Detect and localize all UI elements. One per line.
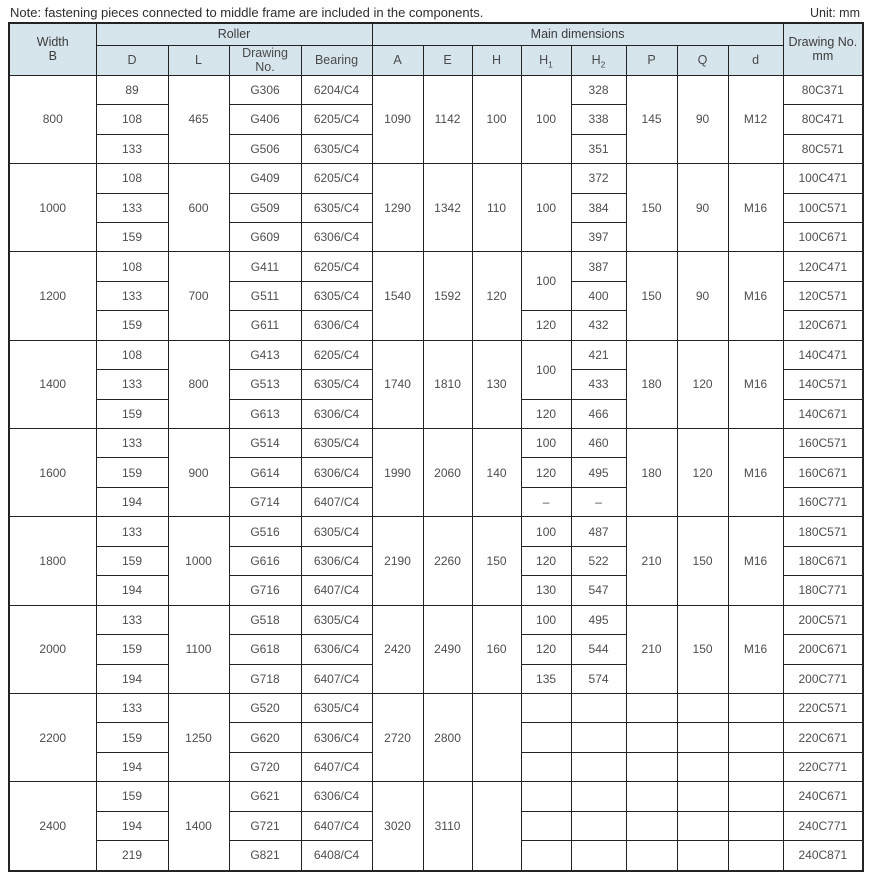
cell-p: 180 — [626, 429, 677, 517]
cell-h: 130 — [472, 340, 521, 428]
cell-h1 — [521, 752, 571, 781]
cell-h2: 574 — [571, 664, 626, 693]
cell-roller-l: 1400 — [168, 782, 229, 871]
col-header-a: A — [372, 46, 423, 76]
note-text: Note: fastening pieces connected to middle frame are included in the components. — [10, 5, 484, 20]
cell-drawing-code: 120C571 — [783, 281, 863, 310]
cell-roller-drawing-no: G718 — [229, 664, 301, 693]
cell-roller-d: 89 — [96, 75, 168, 104]
cell-q: 150 — [677, 517, 728, 605]
cell-a: 1540 — [372, 252, 423, 340]
cell-bearing: 6407/C4 — [301, 664, 372, 693]
cell-drawing-code: 200C671 — [783, 635, 863, 664]
cell-roller-drawing-no: G721 — [229, 811, 301, 840]
cell-d-thread: M16 — [728, 252, 783, 340]
cell-h2: 432 — [571, 311, 626, 340]
col-header-roller: Roller — [96, 23, 372, 46]
cell-width-b: 800 — [9, 75, 96, 163]
cell-bearing: 6306/C4 — [301, 399, 372, 428]
table-row — [9, 340, 863, 369]
cell-d-thread — [728, 693, 783, 722]
cell-drawing-code: 180C771 — [783, 576, 863, 605]
cell-e: 1142 — [423, 75, 472, 163]
cell-e: 3110 — [423, 782, 472, 871]
cell-roller-d: 159 — [96, 723, 168, 752]
col-header-main-dimensions: Main dimensions — [372, 23, 783, 46]
cell-h2: 351 — [571, 134, 626, 163]
cell-roller-d: 133 — [96, 281, 168, 310]
cell-roller-drawing-no: G413 — [229, 340, 301, 369]
cell-p: 150 — [626, 252, 677, 340]
cell-d-thread: M16 — [728, 429, 783, 517]
cell-bearing: 6306/C4 — [301, 458, 372, 487]
cell-h1: 100 — [521, 252, 571, 311]
col-header-e: E — [423, 46, 472, 76]
cell-roller-d: 133 — [96, 517, 168, 546]
cell-q — [677, 782, 728, 811]
cell-roller-d: 133 — [96, 134, 168, 163]
cell-d-thread: M16 — [728, 164, 783, 252]
col-header-p: P — [626, 46, 677, 76]
cell-h2: 460 — [571, 429, 626, 458]
cell-drawing-code: 80C571 — [783, 134, 863, 163]
col-header-d-roller: D — [96, 46, 168, 76]
cell-q: 150 — [677, 605, 728, 693]
cell-roller-drawing-no: G618 — [229, 635, 301, 664]
col-header-l: L — [168, 46, 229, 76]
cell-width-b: 1200 — [9, 252, 96, 340]
cell-roller-drawing-no: G306 — [229, 75, 301, 104]
col-header-h: H — [472, 46, 521, 76]
cell-roller-d: 159 — [96, 399, 168, 428]
cell-p: 210 — [626, 517, 677, 605]
col-header-h1: $H_1$ — [521, 46, 571, 76]
cell-roller-drawing-no: G411 — [229, 252, 301, 281]
cell-bearing: 6305/C4 — [301, 193, 372, 222]
cell-h1: 135 — [521, 664, 571, 693]
cell-roller-drawing-no: G616 — [229, 546, 301, 575]
cell-a: 1290 — [372, 164, 423, 252]
cell-p — [626, 723, 677, 752]
col-header-h2: $H_2$ — [571, 46, 626, 76]
cell-drawing-code: 240C671 — [783, 782, 863, 811]
cell-roller-drawing-no: G520 — [229, 693, 301, 722]
cell-h2: 433 — [571, 370, 626, 399]
cell-bearing: 6306/C4 — [301, 782, 372, 811]
drawing-no-label-line1: Drawing No. — [788, 35, 858, 49]
cell-roller-d: 159 — [96, 311, 168, 340]
table-row — [9, 75, 863, 104]
cell-h1: 100 — [521, 429, 571, 458]
cell-p — [626, 693, 677, 722]
cell-p: 210 — [626, 605, 677, 693]
cell-drawing-code: 180C671 — [783, 546, 863, 575]
cell-bearing: 6305/C4 — [301, 281, 372, 310]
col-header-d-thread: d — [728, 46, 783, 76]
col-header-width-b — [9, 23, 96, 75]
cell-roller-d: 194 — [96, 664, 168, 693]
cell-h1 — [521, 841, 571, 871]
cell-bearing: 6407/C4 — [301, 576, 372, 605]
cell-h1: 100 — [521, 164, 571, 252]
cell-h2: 547 — [571, 576, 626, 605]
cell-bearing: 6306/C4 — [301, 723, 372, 752]
cell-drawing-code: 120C471 — [783, 252, 863, 281]
table-row — [9, 605, 863, 634]
cell-a: 2420 — [372, 605, 423, 693]
cell-roller-d: 194 — [96, 487, 168, 516]
cell-drawing-code: 200C571 — [783, 605, 863, 634]
cell-h1: 100 — [521, 340, 571, 399]
cell-h2: 328 — [571, 75, 626, 104]
cell-q: 120 — [677, 429, 728, 517]
cell-roller-drawing-no: G716 — [229, 576, 301, 605]
table-row — [9, 693, 863, 722]
top-bar — [0, 0, 870, 22]
cell-d-thread — [728, 723, 783, 752]
cell-h1 — [521, 693, 571, 722]
cell-h1 — [521, 723, 571, 752]
cell-h: 160 — [472, 605, 521, 693]
cell-drawing-code: 180C571 — [783, 517, 863, 546]
cell-h2: 400 — [571, 281, 626, 310]
cell-d-thread: M16 — [728, 340, 783, 428]
cell-roller-drawing-no: G611 — [229, 311, 301, 340]
cell-drawing-code: 80C471 — [783, 105, 863, 134]
cell-p — [626, 752, 677, 781]
cell-drawing-code: 220C571 — [783, 693, 863, 722]
cell-bearing: 6305/C4 — [301, 429, 372, 458]
cell-drawing-code: 220C771 — [783, 752, 863, 781]
cell-roller-d: 108 — [96, 340, 168, 369]
cell-h2: 495 — [571, 458, 626, 487]
col-header-drawing-code — [783, 23, 863, 75]
cell-h1: – — [521, 487, 571, 516]
cell-q: 90 — [677, 75, 728, 163]
cell-h1: 120 — [521, 635, 571, 664]
cell-a: 2720 — [372, 693, 423, 781]
cell-bearing: 6205/C4 — [301, 340, 372, 369]
cell-drawing-code: 120C671 — [783, 311, 863, 340]
cell-roller-d: 133 — [96, 693, 168, 722]
cell-a: 1990 — [372, 429, 423, 517]
width-label-line1: Width — [36, 35, 69, 49]
cell-roller-drawing-no: G516 — [229, 517, 301, 546]
cell-h1 — [521, 782, 571, 811]
cell-width-b: 2200 — [9, 693, 96, 781]
cell-bearing: 6305/C4 — [301, 605, 372, 634]
cell-roller-drawing-no: G821 — [229, 841, 301, 871]
cell-width-b: 2000 — [9, 605, 96, 693]
cell-d-thread — [728, 841, 783, 871]
cell-bearing: 6408/C4 — [301, 841, 372, 871]
cell-h — [472, 782, 521, 871]
cell-drawing-code: 240C771 — [783, 811, 863, 840]
cell-h2: 397 — [571, 222, 626, 251]
cell-roller-d: 133 — [96, 370, 168, 399]
cell-q — [677, 752, 728, 781]
cell-h2: 387 — [571, 252, 626, 281]
cell-roller-drawing-no: G621 — [229, 782, 301, 811]
cell-h1: 100 — [521, 517, 571, 546]
cell-roller-drawing-no: G714 — [229, 487, 301, 516]
cell-drawing-code: 240C871 — [783, 841, 863, 871]
cell-bearing: 6305/C4 — [301, 517, 372, 546]
cell-drawing-code: 160C571 — [783, 429, 863, 458]
cell-drawing-code: 140C671 — [783, 399, 863, 428]
col-header-bearing: Bearing — [301, 46, 372, 76]
cell-h2: 421 — [571, 340, 626, 369]
cell-drawing-code: 100C671 — [783, 222, 863, 251]
cell-bearing: 6305/C4 — [301, 370, 372, 399]
cell-roller-drawing-no: G720 — [229, 752, 301, 781]
cell-roller-d: 159 — [96, 635, 168, 664]
cell-bearing: 6306/C4 — [301, 635, 372, 664]
cell-roller-d: 194 — [96, 752, 168, 781]
table-row — [9, 517, 863, 546]
cell-drawing-code: 100C471 — [783, 164, 863, 193]
cell-q — [677, 723, 728, 752]
cell-bearing: 6205/C4 — [301, 105, 372, 134]
cell-d-thread — [728, 752, 783, 781]
cell-roller-d: 194 — [96, 811, 168, 840]
cell-h2: 544 — [571, 635, 626, 664]
cell-roller-l: 800 — [168, 340, 229, 428]
table-row — [9, 782, 863, 811]
cell-h2 — [571, 752, 626, 781]
cell-roller-l: 1100 — [168, 605, 229, 693]
cell-drawing-code: 100C571 — [783, 193, 863, 222]
cell-bearing: 6407/C4 — [301, 752, 372, 781]
cell-h2: 495 — [571, 605, 626, 634]
col-header-q: Q — [677, 46, 728, 76]
cell-bearing: 6306/C4 — [301, 546, 372, 575]
cell-p: 180 — [626, 340, 677, 428]
cell-e: 2490 — [423, 605, 472, 693]
cell-roller-drawing-no: G506 — [229, 134, 301, 163]
cell-h2: 384 — [571, 193, 626, 222]
cell-h2 — [571, 782, 626, 811]
cell-roller-drawing-no: G409 — [229, 164, 301, 193]
cell-e: 1810 — [423, 340, 472, 428]
cell-h2: 522 — [571, 546, 626, 575]
cell-roller-l: 700 — [168, 252, 229, 340]
col-header-drawing-no: Drawing No. — [229, 46, 301, 76]
cell-e: 1342 — [423, 164, 472, 252]
cell-roller-d: 159 — [96, 782, 168, 811]
cell-bearing: 6205/C4 — [301, 164, 372, 193]
cell-e: 2800 — [423, 693, 472, 781]
cell-q: 120 — [677, 340, 728, 428]
cell-bearing: 6306/C4 — [301, 311, 372, 340]
cell-roller-d: 108 — [96, 164, 168, 193]
cell-roller-drawing-no: G514 — [229, 429, 301, 458]
cell-roller-d: 159 — [96, 222, 168, 251]
cell-h: 100 — [472, 75, 521, 163]
cell-roller-l: 1000 — [168, 517, 229, 605]
cell-roller-l: 1250 — [168, 693, 229, 781]
cell-bearing: 6205/C4 — [301, 252, 372, 281]
cell-bearing: 6306/C4 — [301, 222, 372, 251]
cell-width-b: 1600 — [9, 429, 96, 517]
table-header — [9, 23, 863, 75]
cell-roller-d: 133 — [96, 193, 168, 222]
cell-roller-drawing-no: G513 — [229, 370, 301, 399]
cell-q — [677, 841, 728, 871]
cell-h1: 120 — [521, 458, 571, 487]
cell-h1: 120 — [521, 399, 571, 428]
unit-label: Unit: mm — [810, 6, 860, 20]
cell-bearing: 6407/C4 — [301, 487, 372, 516]
cell-roller-drawing-no: G614 — [229, 458, 301, 487]
cell-h: 140 — [472, 429, 521, 517]
cell-roller-l: 465 — [168, 75, 229, 163]
cell-drawing-code: 220C671 — [783, 723, 863, 752]
cell-a: 2190 — [372, 517, 423, 605]
cell-p — [626, 841, 677, 871]
cell-roller-d: 194 — [96, 576, 168, 605]
cell-h2: 466 — [571, 399, 626, 428]
cell-d-thread — [728, 811, 783, 840]
cell-roller-d: 133 — [96, 605, 168, 634]
cell-e: 2260 — [423, 517, 472, 605]
cell-h: 110 — [472, 164, 521, 252]
cell-h1 — [521, 811, 571, 840]
cell-p — [626, 811, 677, 840]
cell-q — [677, 811, 728, 840]
cell-bearing: 6305/C4 — [301, 134, 372, 163]
cell-drawing-code: 200C771 — [783, 664, 863, 693]
cell-h1: 100 — [521, 75, 571, 163]
cell-h: 150 — [472, 517, 521, 605]
cell-h — [472, 693, 521, 781]
cell-drawing-code: 140C571 — [783, 370, 863, 399]
cell-roller-l: 900 — [168, 429, 229, 517]
cell-drawing-code: 140C471 — [783, 340, 863, 369]
table-row — [9, 252, 863, 281]
cell-roller-drawing-no: G613 — [229, 399, 301, 428]
table-row — [9, 429, 863, 458]
cell-h: 120 — [472, 252, 521, 340]
cell-h1: 130 — [521, 576, 571, 605]
cell-roller-drawing-no: G509 — [229, 193, 301, 222]
cell-roller-d: 159 — [96, 458, 168, 487]
width-label-line2: B — [48, 49, 57, 64]
cell-e: 2060 — [423, 429, 472, 517]
cell-drawing-code: 160C671 — [783, 458, 863, 487]
cell-roller-drawing-no: G511 — [229, 281, 301, 310]
cell-a: 1740 — [372, 340, 423, 428]
cell-h2 — [571, 723, 626, 752]
cell-e: 1592 — [423, 252, 472, 340]
cell-roller-d: 108 — [96, 105, 168, 134]
cell-bearing: 6407/C4 — [301, 811, 372, 840]
cell-d-thread: M16 — [728, 605, 783, 693]
cell-roller-drawing-no: G609 — [229, 222, 301, 251]
cell-roller-d: 159 — [96, 546, 168, 575]
cell-a: 1090 — [372, 75, 423, 163]
cell-h2: 372 — [571, 164, 626, 193]
table-body — [9, 75, 863, 870]
cell-p — [626, 782, 677, 811]
cell-h2 — [571, 811, 626, 840]
cell-h2: 338 — [571, 105, 626, 134]
cell-roller-drawing-no: G518 — [229, 605, 301, 634]
cell-width-b: 1000 — [9, 164, 96, 252]
cell-h2: 487 — [571, 517, 626, 546]
cell-drawing-code: 160C771 — [783, 487, 863, 516]
spec-table — [8, 22, 864, 872]
sub-header-row — [9, 46, 863, 76]
cell-h1: 100 — [521, 605, 571, 634]
cell-roller-d: 219 — [96, 841, 168, 871]
cell-drawing-code: 80C371 — [783, 75, 863, 104]
cell-q — [677, 693, 728, 722]
cell-a: 3020 — [372, 782, 423, 871]
cell-p: 150 — [626, 164, 677, 252]
cell-roller-drawing-no: G406 — [229, 105, 301, 134]
cell-roller-d: 133 — [96, 429, 168, 458]
cell-d-thread: M16 — [728, 517, 783, 605]
cell-h2 — [571, 693, 626, 722]
cell-width-b: 1400 — [9, 340, 96, 428]
cell-p: 145 — [626, 75, 677, 163]
drawing-no-label-line2: mm — [812, 49, 834, 64]
cell-q: 90 — [677, 252, 728, 340]
cell-width-b: 2400 — [9, 782, 96, 871]
cell-roller-drawing-no: G620 — [229, 723, 301, 752]
cell-q: 90 — [677, 164, 728, 252]
cell-width-b: 1800 — [9, 517, 96, 605]
cell-bearing: 6305/C4 — [301, 693, 372, 722]
cell-d-thread: M12 — [728, 75, 783, 163]
cell-h2 — [571, 841, 626, 871]
table-row — [9, 164, 863, 193]
cell-d-thread — [728, 782, 783, 811]
cell-h1: 120 — [521, 546, 571, 575]
cell-bearing: 6204/C4 — [301, 75, 372, 104]
cell-roller-l: 600 — [168, 164, 229, 252]
cell-roller-d: 108 — [96, 252, 168, 281]
cell-h1: 120 — [521, 311, 571, 340]
cell-h2: – — [571, 487, 626, 516]
